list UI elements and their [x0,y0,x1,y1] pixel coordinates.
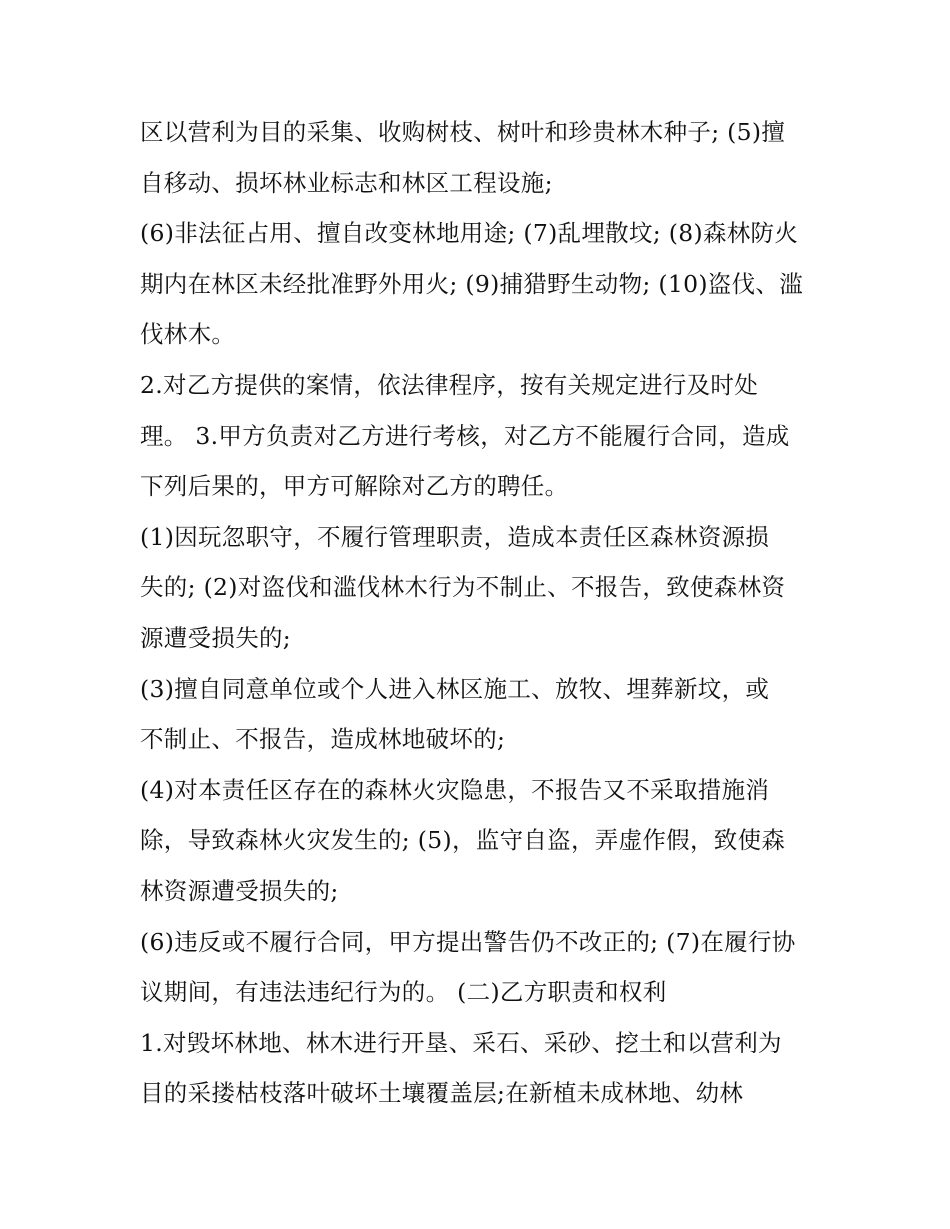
text-line: (3)擅自同意单位或个人进入林区施工、放牧、埋葬新坟，或 [140,674,770,703]
text-line: (1)因玩忽职守，不履行管理职责，造成本责任区森林资源损 [140,522,770,551]
text-line: 除，导致森林火灾发生的; (5)，监守自盗，弄虚作假，致使森 [140,826,786,855]
text-line: 失的; (2)对盗伐和滥伐林木行为不制止、不报告，致使森林资 [140,573,786,602]
text-line: (4)对本责任区存在的森林火灾隐患，不报告又不采取措施消 [140,775,770,804]
text-line: (6)非法征占用、擅自改变林地用途; (7)乱埋散坟; (8)森林防火 [140,219,799,248]
text-line: 2.对乙方提供的案情，依法律程序，按有关规定进行及时处 [140,370,759,399]
text-line: 区以营利为目的采集、收购树枝、树叶和珍贵林木种子; (5)擅 [140,118,786,146]
text-line: 林资源遭受损失的; [140,876,339,905]
text-line: 下列后果的，甲方可解除对乙方的聘任。 [140,472,569,501]
text-line: 不制止、不报告，造成林地破坏的; [140,725,506,754]
text-line: 期内在林区未经批准野外用火; (9)捕猎野生动物; (10)盗伐、滥 [140,269,804,298]
document-body [140,107,816,1119]
text-line: 源遭受损失的; [140,623,292,652]
text-line: 伐林木。 [140,320,236,349]
text-line: 议期间，有违法违纪行为的。 (二)乙方职责和权利 [140,978,667,1007]
text-line: 自移动、损坏林业标志和林区工程设施; [140,168,553,197]
text-line: 目的采搂枯枝落叶破坏土壤覆盖层;在新植未成林地、幼林 [140,1079,744,1108]
text-line: 1.对毁坏林地、林木进行开垦、采石、采砂、挖土和以营利为 [140,1028,782,1057]
text-line: 理。 3.甲方负责对乙方进行考核，对乙方不能履行合同，造成 [140,421,790,450]
text-line: (6)违反或不履行合同，甲方提出警告仍不改正的; (7)在履行协 [140,927,796,956]
